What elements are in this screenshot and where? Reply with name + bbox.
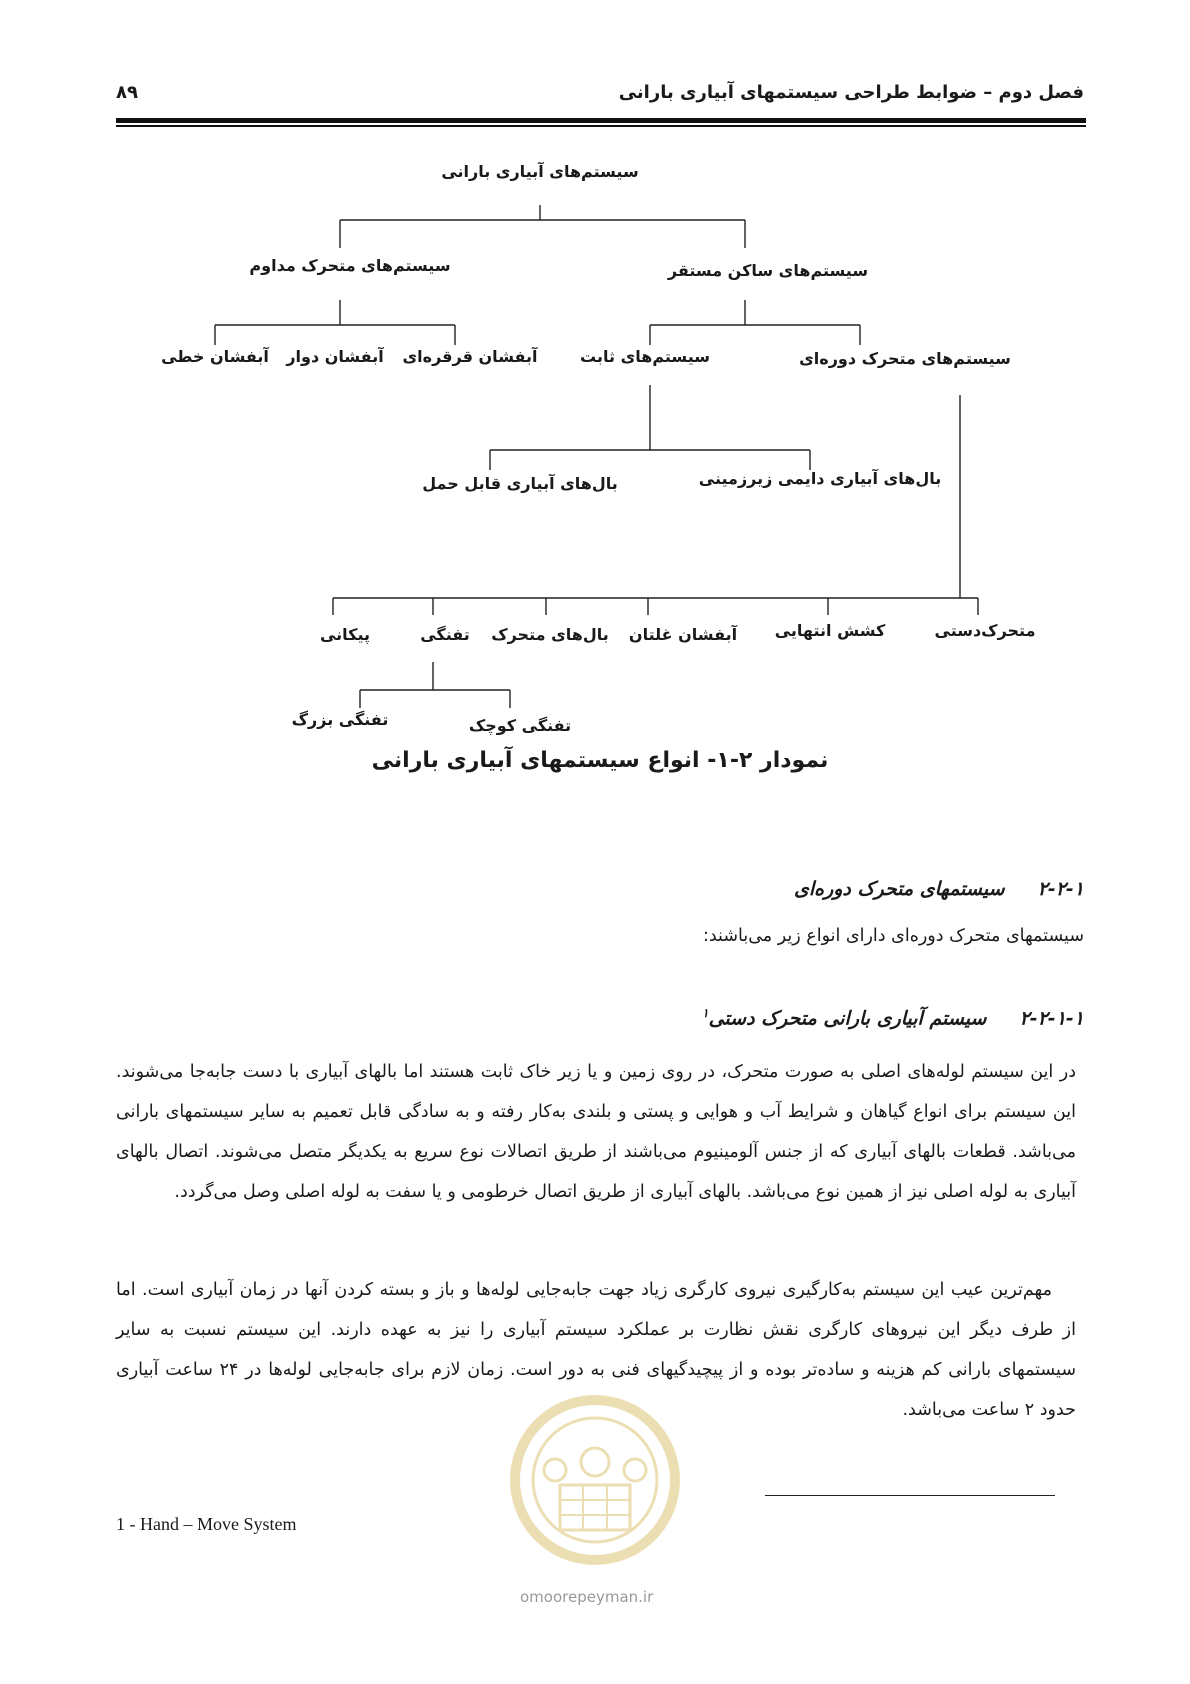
- watermark-url: omoorepeyman.ir: [520, 1588, 654, 1606]
- section-title: سیستم آبیاری بارانی متحرک دستی: [708, 1007, 987, 1030]
- diagram-caption: نمودار ۲-۱- انواع سیستمهای آبیاری بارانی: [371, 748, 829, 773]
- footnote-text: 1 - Hand – Move System: [116, 1514, 297, 1534]
- chapter-title: فصل دوم – ضوابط طراحی سیستمهای آبیاری بارانی: [618, 82, 1084, 103]
- node-large-gun: تفنگی بزرگ: [291, 710, 389, 729]
- node-small-gun: تفنگی کوچک: [468, 716, 572, 735]
- node-reel: آبفشان قرقره‌ای: [402, 347, 538, 366]
- section-heading-hand-move: [702, 1006, 1084, 1029]
- node-hand-move: متحرک‌دستی: [934, 621, 1036, 640]
- section-intro-text: سیستمهای متحرک دوره‌ای دارای انواع زیر می‌باشند:: [702, 926, 1084, 946]
- footnote-marker: ۱: [702, 1006, 709, 1020]
- node-stationary: سیستم‌های ساکن مستقر: [667, 261, 869, 280]
- node-end-tow: کشش انتهایی: [774, 621, 886, 640]
- node-continuous-moving: سیستم‌های متحرک مداوم: [249, 256, 451, 275]
- node-moving-laterals: بال‌های متحرک: [491, 625, 609, 644]
- omoorepeyman-seal-logo: [490, 1390, 700, 1575]
- section-number: ۲-۲-۱-۱: [1019, 1007, 1084, 1030]
- paragraph-2: مهم‌ترین عیب این سیستم به‌کارگیری نیروی کارگری زیاد جهت جابه‌جایی لوله‌ها و باز و بسته کردن آنها در زمان آبیاری است. اما از طرف دیگر این نیروهای کارگری نقش نظارت بر عملکرد سیستم آبیاری را نیز به عهده دارند. این سیستم نسبت به سایر سیستمهای بارانی کم هزینه و ساده‌تر بوده و از پیچیدگیهای فنی به دور است. زمان لازم برای جابه‌جایی لوله‌ها در ۲۴ ساعت آبیاری حدود ۲ ساعت می‌باشد.: [116, 1280, 1076, 1420]
- node-side-roll: آبفشان غلتان: [628, 625, 738, 644]
- node-gun: پیکانی: [319, 625, 371, 644]
- section-heading-periodic: [794, 878, 1084, 900]
- node-buried-laterals: بال‌های آبیاری دایمی زیرزمینی: [698, 469, 942, 488]
- node-periodic-moving: سیستم‌های متحرک دوره‌ای: [799, 349, 1011, 368]
- node-portable-laterals: بال‌های آبیاری قابل حمل: [422, 474, 618, 493]
- paragraph-1: در این سیستم لوله‌های اصلی به صورت متحرک، در روی زمین و یا زیر خاک ثابت هستند اما بالهای آبیاری با دست جابه‌جا می‌شوند. این سیستم برای انواع گیاهان و شرایط آب و هوایی و پستی و بلندی به‌کار رفته و به سادگی قابل تعمیم به سایر سیستمهای بارانی می‌باشد. قطعات بالهای آبیاری که از جنس آلومینیوم می‌باشند از طریق اتصالات نوع سریع به یکدیگر متصل می‌شوند. اتصال بالهای آبیاری به لوله اصلی نیز از همین نوع می‌باشد. بالهای آبیاری از طریق اتصال خرطومی و یا سفت به لوله اصلی وصل می‌گردد.: [116, 1062, 1076, 1202]
- page-number: ۸۹: [116, 82, 138, 103]
- node-center-pivot: آبفشان دوار: [286, 347, 384, 366]
- node-root: سیستم‌های آبیاری بارانی: [441, 162, 639, 181]
- footnote-separator: [765, 1495, 1055, 1496]
- node-big-gun: تفنگی: [420, 625, 470, 644]
- section-number: ۲-۲-۱: [1037, 878, 1084, 900]
- sprinkler-systems-tree-diagram: [0, 0, 1190, 800]
- section-title: سیستمهای متحرک دوره‌ای: [793, 878, 1005, 900]
- node-fixed: سیستم‌های ثابت: [580, 347, 710, 366]
- node-linear-move: آبفشان خطی: [161, 347, 269, 366]
